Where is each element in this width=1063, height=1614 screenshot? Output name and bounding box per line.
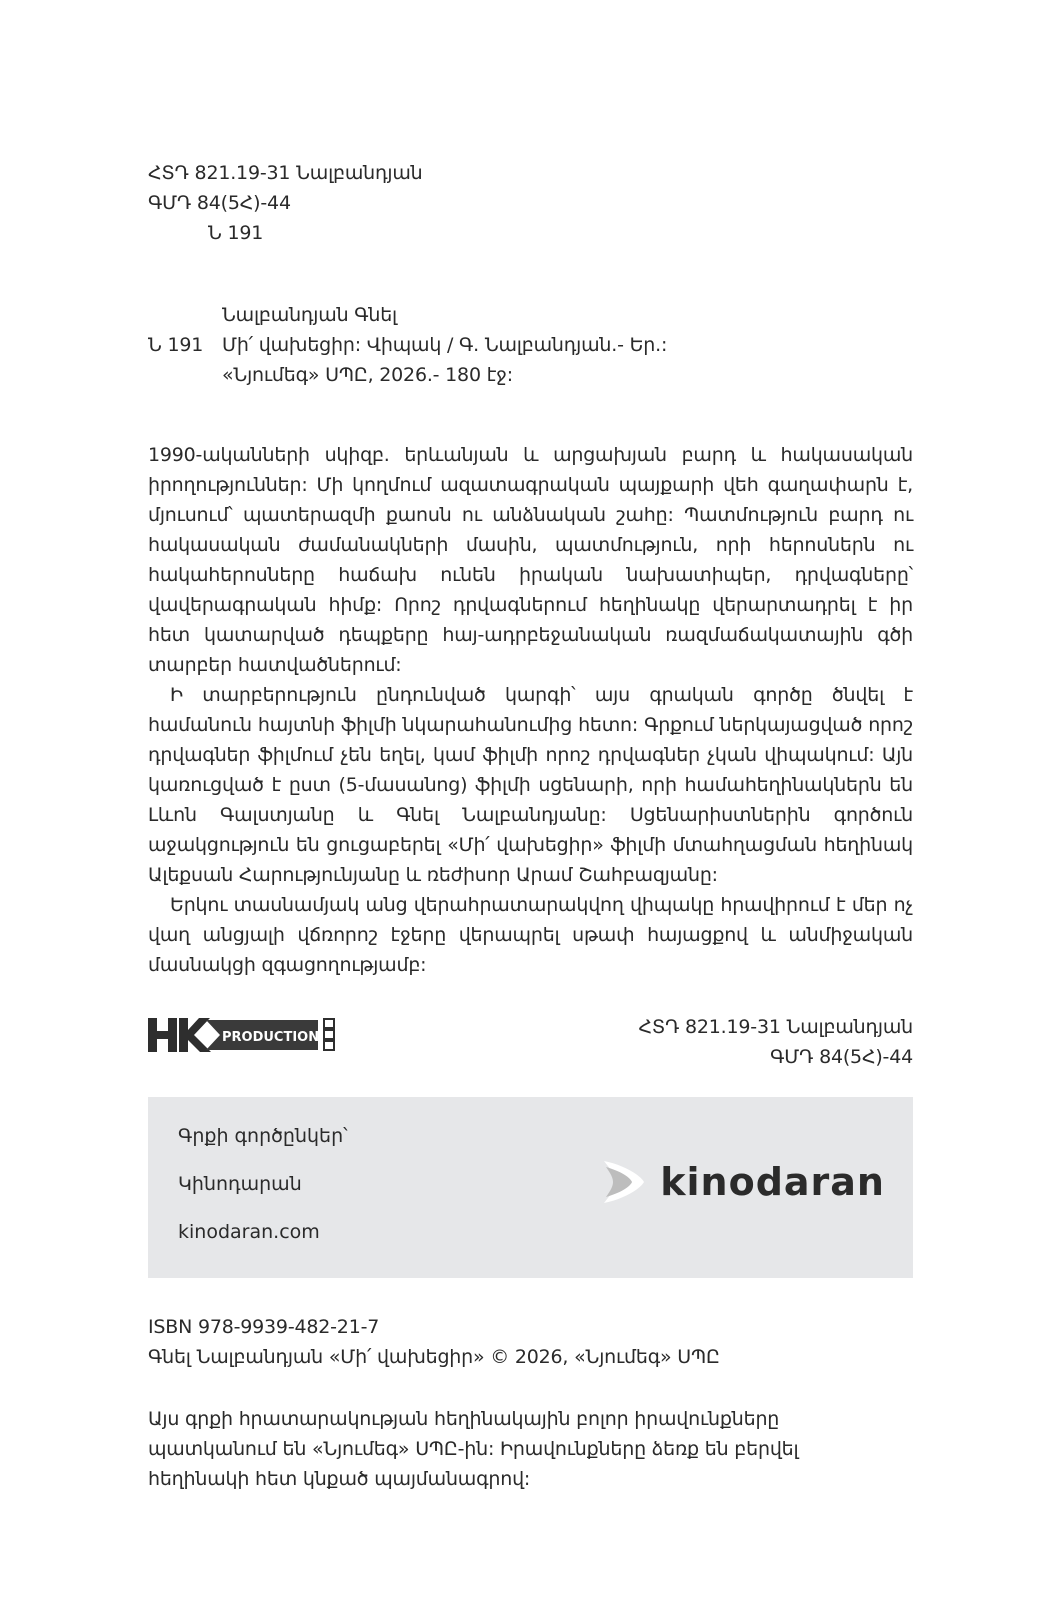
kinodaran-logo <box>602 1159 885 1205</box>
rights-line: հեղինակի հետ կնքած պայմանագրով: <box>148 1468 531 1490</box>
partner-label: Գրքի գործընկեր՝ <box>178 1125 348 1147</box>
classification-codes <box>148 158 423 248</box>
isbn-block <box>148 1312 720 1372</box>
annotation-paragraph: 1990-ականների սկիզբ. երևանյան և արցախյան բարդ և հակասական իրողություններ: Մի կողմում ազատագրական պայքարի վեհ գաղափարն է, մյուսում՝ պատերազմի քաոսն ու անձնական շահը: Պատմություն բարդ ու հակասական ժամանակների մասին, պատմություն, որի հերոսներն ու հակահերոսները հաճախ ունեն իրական նախատիպեր, դրվագները՝ վավերագրական հիմք: Որոշ դրվագներում հեղինակը վերարտադրել է իր հետ կատարված դեպքերը հայ-ադրբեջանական ռազմաճակատային գծի տարբեր հատվածներում: <box>148 444 913 676</box>
bbk-code: ԳՄԴ 84(5Հ)-44 <box>770 1046 913 1068</box>
book-partner-box <box>148 1097 913 1278</box>
udc-code: ՀՏԴ 821.19-31 Նալբանդյան <box>638 1016 913 1038</box>
annotation-paragraph: Ի տարբերություն ընդունված կարգի՝ այս գրական գործը ծնվել է համանուն հայտնի ֆիլմի նկարահանումից հետո: Գրքում ներկայացված որոշ դրվագներ ֆիլմում չեն եղել, կամ ֆիլմի որոշ դրվագներ չկան վիպակում: Այն կառուցված է ըստ (5-մասանոց) ֆիլմի սցենարի, որի համահեղինակներն են Լևոն Գալստյանը և Գնել Նալբանդյանը: Սցենարիստներին գործուն աջակցություն են ցուցաբերել «Մի՛ վախեցիր» ֆիլմի մտահղացման հեղինակ Ալեքսան Հարությունյանը և ռեժիսոր Արամ Շահբազյանը: <box>148 684 913 886</box>
udc-code: ՀՏԴ 821.19-31 Նալբանդյան <box>148 162 423 184</box>
partner-website[interactable]: kinodaran.com <box>178 1221 320 1243</box>
isbn-number: ISBN 978-9939-482-21-7 <box>148 1316 380 1338</box>
catalog-author: Նալբանդյան Գնել <box>222 304 398 326</box>
kinodaran-wordmark: kinodaran <box>660 1160 885 1204</box>
rights-line: պատկանում են «Նյումեգ» ՍՊԸ-ին: Իրավունքները ձեռք են բերվել <box>148 1438 799 1460</box>
classification-codes-right <box>638 1012 913 1072</box>
annotation <box>148 440 913 980</box>
catalog-publisher: «Նյումեգ» ՍՊԸ, 2026.- 180 էջ: <box>222 364 513 386</box>
chevron-mark-icon <box>602 1159 646 1205</box>
logo-row <box>148 1012 913 1082</box>
partner-info <box>178 1121 348 1265</box>
author-mark: Ն 191 <box>208 222 264 244</box>
catalog-mark: Ն 191 <box>148 334 204 356</box>
rights-line: Այս գրքի հրատարակության հեղինակային բոլոր իրավունքները <box>148 1408 780 1430</box>
annotation-paragraph: Երկու տասնամյակ անց վերահրատարակվող վիպակը հրավիրում է մեր ոչ վաղ անցյալի վճռորոշ էջերը վերապրել սթափ հայացքով և անմիջական մասնակցի զգացողությամբ: <box>148 894 913 976</box>
partner-name: Կինոդարան <box>178 1173 302 1195</box>
catalog-title: Մի՛ վախեցիր: Վիպակ / Գ. Նալբանդյան.- Եր.: <box>222 334 668 356</box>
rights-notice <box>148 1404 798 1494</box>
svg-text:PRODUCTIONS: PRODUCTIONS <box>222 1030 329 1045</box>
catalog-card <box>148 300 913 390</box>
hk-productions-logo <box>148 1016 336 1054</box>
copyright-line: Գնել Նալբանդյան «Մի՛ վախեցիր» © 2026, «Նյումեգ» ՍՊԸ <box>148 1346 720 1368</box>
bbk-code: ԳՄԴ 84(5Հ)-44 <box>148 192 291 214</box>
